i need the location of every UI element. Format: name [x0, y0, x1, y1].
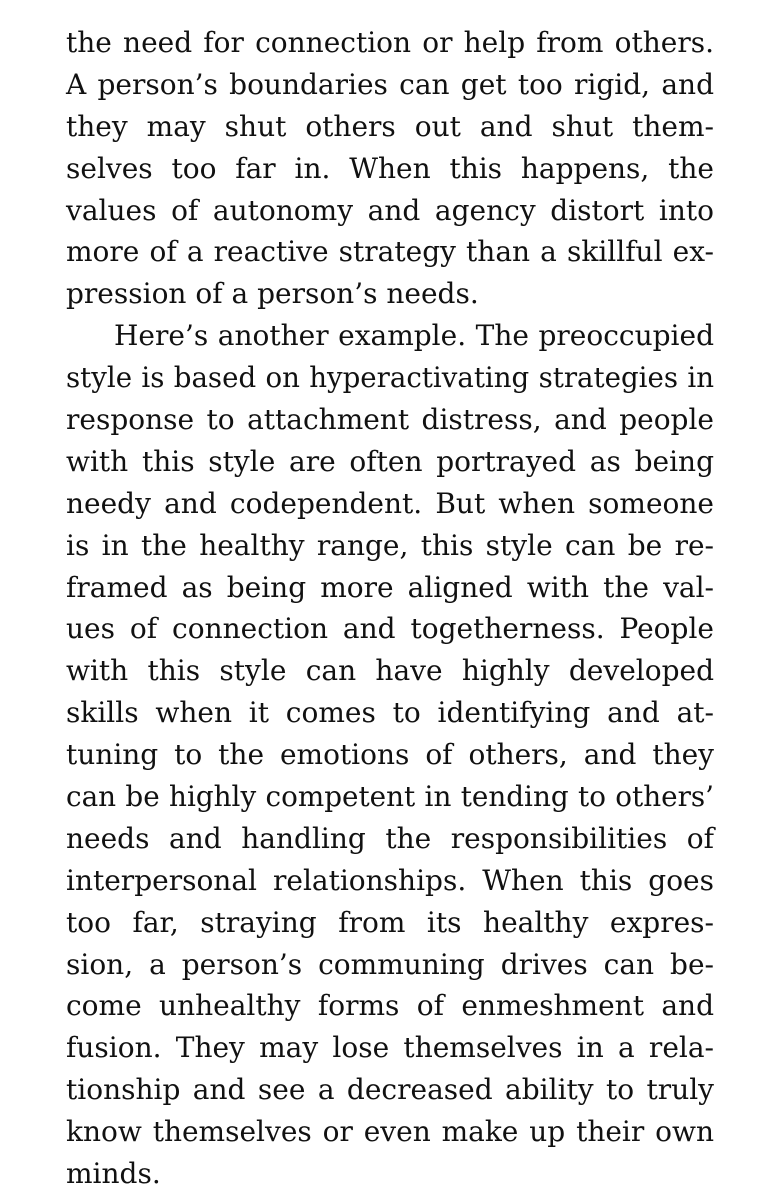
- text-line: they may shut others out and shut them-: [66, 109, 714, 143]
- text-line: style is based on hyperactivating strategies in: [66, 361, 714, 395]
- text-line: tuning to the emotions of others, and they: [66, 738, 714, 772]
- text-line: sion, a person’s communing drives can be-: [66, 947, 714, 981]
- text-line: skills when it comes to identifying and at-: [66, 696, 714, 730]
- text-line: know themselves or even make up their own: [66, 1115, 714, 1149]
- text-line: values of autonomy and agency distort into: [66, 193, 714, 227]
- text-line: needs and handling the responsibilities of: [66, 821, 714, 855]
- text-line: the need for connection or help from others.: [66, 26, 714, 59]
- text-line: fusion. They may lose themselves in a rela-: [66, 1031, 714, 1065]
- text-line: is in the healthy range, this style can be re-: [66, 528, 714, 562]
- text-line: minds.: [66, 1157, 161, 1191]
- text-line: too far, straying from its healthy expres-: [66, 905, 714, 939]
- text-line: response to attachment distress, and people: [66, 403, 714, 437]
- text-line: selves too far in. When this happens, the: [66, 151, 714, 185]
- text-line: tionship and see a decreased ability to truly: [66, 1073, 714, 1107]
- text-line: A person’s boundaries can get too rigid, and: [66, 67, 714, 101]
- book-page: [66, 22, 714, 1195]
- text-line: pression of a person’s needs.: [66, 277, 479, 311]
- text-line: more of a reactive strategy than a skillful ex-: [66, 235, 714, 269]
- paragraph-boundaries: [66, 22, 714, 315]
- text-line: framed as being more aligned with the val-: [66, 570, 714, 604]
- paragraph-preoccupied-style: [66, 315, 714, 1195]
- text-line: Here’s another example. The preoccupied: [114, 319, 714, 353]
- text-line: needy and codependent. But when someone: [66, 486, 714, 520]
- text-line: interpersonal relationships. When this goes: [66, 863, 714, 897]
- text-line: with this style are often portrayed as being: [66, 444, 714, 478]
- text-line: can be highly competent in tending to others’: [66, 780, 714, 814]
- text-line: ues of connection and togetherness. People: [66, 612, 714, 646]
- text-line: with this style can have highly developed: [66, 654, 714, 688]
- text-line: come unhealthy forms of enmeshment and: [66, 989, 714, 1023]
